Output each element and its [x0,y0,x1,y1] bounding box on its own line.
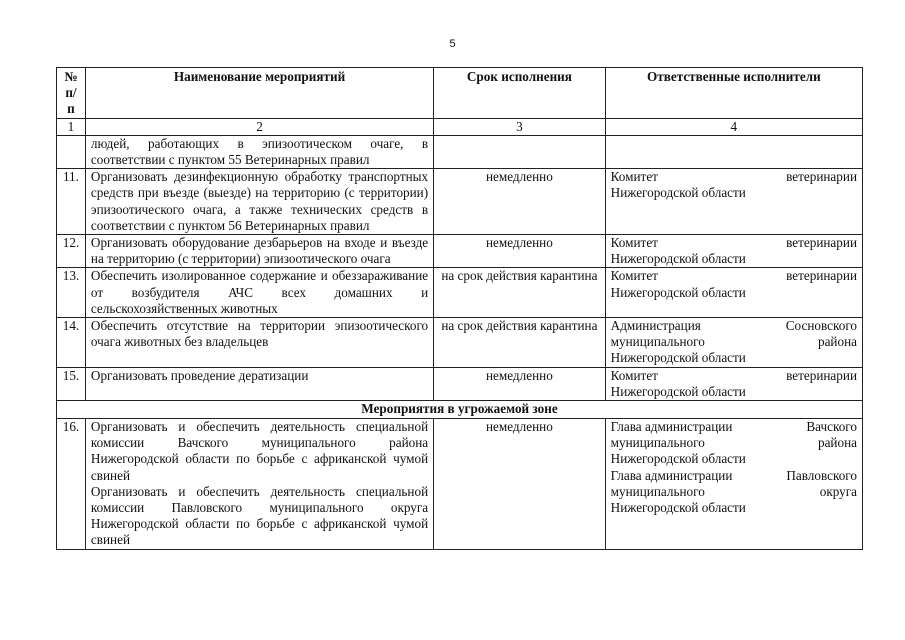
row-responsible [605,268,862,318]
resp-word: муниципального [610,483,705,499]
row-name: Организовать оборудование дезбарьеров на входе и въезде на территорию (с территории) эпизоотического очага [85,235,433,268]
resp-word: Комитет [610,268,658,284]
resp-word: Глава администрации [610,467,733,483]
row-name: Обеспечить изолированное содержание и обеззараживание от возбудителя АЧС всех домашних и сельскохозяйственных животных [85,268,433,318]
table-row [57,135,863,168]
row-name: Обеспечить отсутствие на территории эпизоотического очага животных без владельцев [85,318,433,368]
resp-word: района [817,334,857,350]
row-responsible [605,169,862,235]
resp-word: ветеринарии [786,235,857,251]
resp-line: Нижегородской области [610,185,746,201]
resp-word: ветеринарии [786,169,857,185]
resp-word: Комитет [610,235,658,251]
row-responsible [605,235,862,268]
resp-line: Нижегородской области [610,251,746,267]
row-responsible [605,135,862,168]
row-num: 14. [57,318,86,368]
table-row [57,318,863,368]
column-index: 1 [57,118,86,135]
resp-line: Нижегородской области [610,451,746,467]
row-num [57,135,86,168]
row-name: людей, работающих в эпизоотическом очаге, в соответствии с пунктом 55 Ветеринарных правил [85,135,433,168]
resp-word: муниципального [610,334,705,350]
row-responsible [605,367,862,400]
section-title: Мероприятия в угрожаемой зоне [57,401,863,419]
row-num: 11. [57,169,86,235]
row-num: 16. [57,419,86,550]
column-index: 2 [85,118,433,135]
resp-line: Нижегородской области [610,383,746,399]
row-term: на срок действия карантина [434,318,606,368]
row-name: Организовать дезинфекционную обработку транспортных средств при въезде (выезде) на территорию (с территории) эпизоотического очага, а также технических средств в соответствии с пунктом 56 Ветеринарных правил [85,169,433,235]
row-responsible [605,318,862,368]
row-term: немедленно [434,235,606,268]
resp-word: Комитет [610,169,658,185]
row-term: немедленно [434,367,606,400]
resp-word: района [817,435,857,451]
resp-word: муниципального [610,435,705,451]
row-num: 13. [57,268,86,318]
section-row [57,401,863,419]
resp-word: округа [819,483,857,499]
row-name-part: Организовать и обеспечить деятельность специальной комиссии Павловского муниципального округа Нижегородской области по борьбе с африканской чумой свиней [90,483,429,548]
header-term: Срок исполнения [434,68,606,119]
resp-word: Комитет [610,367,658,383]
row-name [85,419,433,550]
resp-word: Сосновского [785,318,857,334]
row-num: 15. [57,367,86,400]
measures-table [56,67,863,550]
table-row [57,235,863,268]
table-row [57,367,863,400]
row-term: немедленно [434,169,606,235]
column-index-row [57,118,863,135]
resp-line: Нижегородской области [610,350,746,366]
page-number: 5 [449,38,456,50]
resp-word: Вачского [806,419,857,435]
table-row [57,169,863,235]
row-term: немедленно [434,419,606,550]
row-responsible [605,419,862,550]
header-name: Наименование мероприятий [85,68,433,119]
resp-word: Глава администрации [610,419,733,435]
column-index: 3 [434,118,606,135]
row-term: на срок действия карантина [434,268,606,318]
table-row [57,268,863,318]
header-num: № п/п [57,68,86,119]
row-term [434,135,606,168]
row-name-part: Организовать и обеспечить деятельность специальной комиссии Вачского муниципального района Нижегородской области по борьбе с африканской чумой свиней [90,419,429,483]
table-row [57,419,863,550]
column-index: 4 [605,118,862,135]
table-header-row [57,68,863,119]
row-num: 12. [57,235,86,268]
row-name: Организовать проведение дератизации [85,367,433,400]
resp-word: ветеринарии [786,367,857,383]
header-responsible: Ответственные исполнители [605,68,862,119]
resp-word: ветеринарии [786,268,857,284]
resp-line: Нижегородской области [610,500,746,516]
resp-word: Павловского [786,467,857,483]
resp-line: Нижегородской области [610,284,746,300]
resp-word: Администрация [610,318,701,334]
